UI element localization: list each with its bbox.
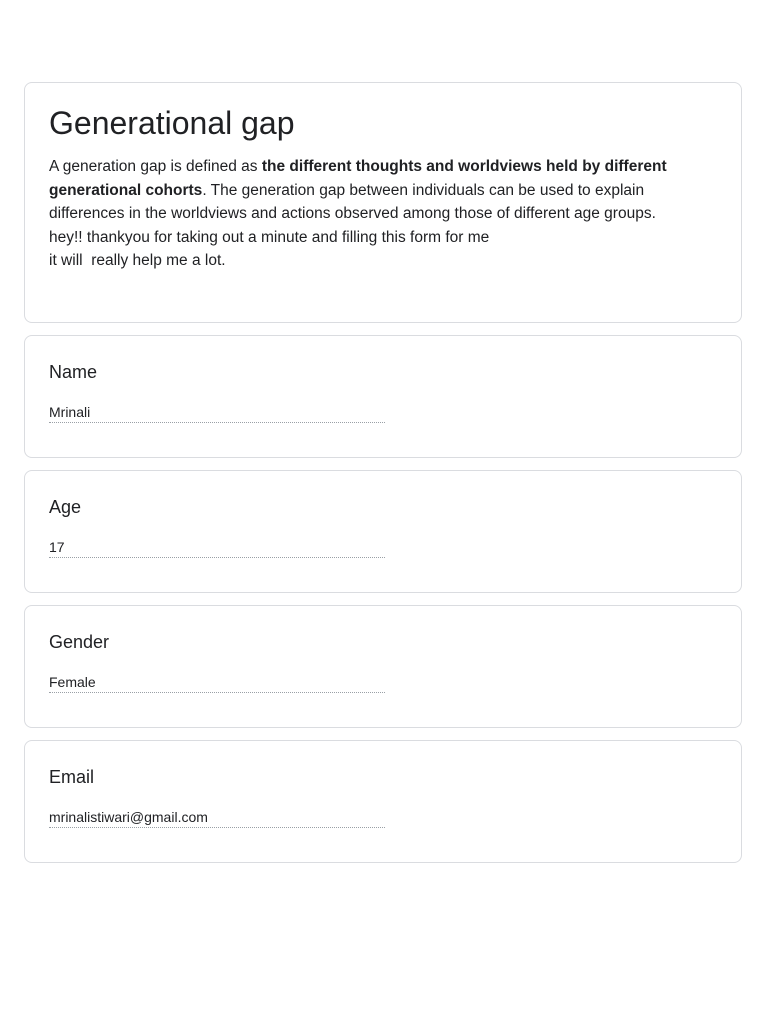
email-answer-field[interactable]: mrinalistiwari@gmail.com: [49, 808, 385, 828]
question-label: Age: [49, 497, 82, 517]
description-line-1: [49, 155, 717, 179]
form-header-card: [24, 82, 742, 323]
description-line-2: [49, 179, 717, 203]
form-title: Generational gap: [49, 105, 295, 141]
description-text: . The generation gap between individuals can be used to explain: [202, 181, 645, 199]
gender-answer-field[interactable]: Female: [49, 673, 385, 693]
form-description: [49, 155, 717, 273]
question-card-age: [24, 470, 742, 593]
question-card-gender: [24, 605, 742, 728]
question-label: Gender: [49, 632, 110, 652]
question-card-email: [24, 740, 742, 863]
description-line-4: hey!! thankyou for taking out a minute and filling this form for me: [49, 228, 490, 246]
name-answer-field[interactable]: Mrinali: [49, 403, 385, 423]
description-line-5: it will really help me a lot.: [49, 252, 226, 269]
description-line-3: differences in the worldviews and actions observed among those of different age groups.: [49, 205, 656, 222]
description-bold-text: the different thoughts and worldviews held by different: [261, 158, 667, 175]
description-text: A generation gap is defined as: [49, 158, 262, 175]
age-answer-field[interactable]: 17: [49, 538, 385, 558]
question-label: Email: [49, 767, 95, 787]
description-bold-text: generational cohorts: [49, 181, 203, 199]
question-label: Name: [49, 362, 98, 382]
question-card-name: [24, 335, 742, 458]
